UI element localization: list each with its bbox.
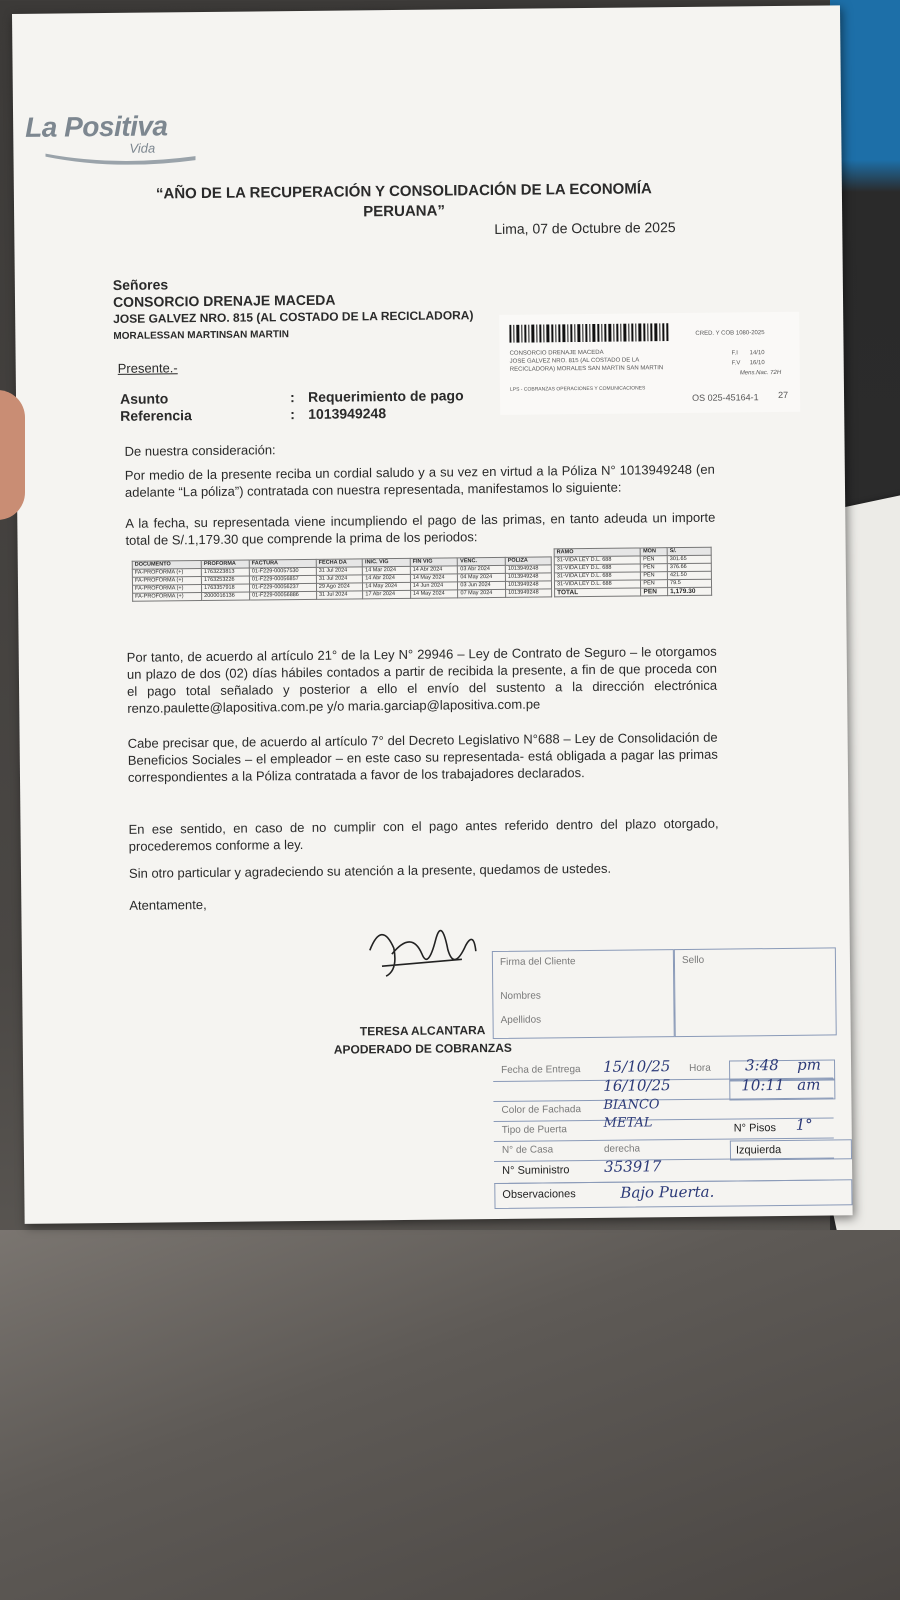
table-cell: 301.65: [667, 555, 711, 563]
table-cell: 29 Ago 2024: [316, 583, 362, 591]
handwritten-date2: 16/10/25: [603, 1076, 671, 1095]
table-cell: 31-VIDA LEY D.L. 688: [554, 556, 641, 565]
table-cell: 31 Jul 2024: [316, 591, 362, 599]
table-cell: 31-VIDA LEY D.L. 688: [554, 564, 641, 573]
year-title-line2: PERUANA”: [363, 202, 446, 221]
stamp-os: OS 025-45164-1: [692, 392, 759, 403]
th-ramo: RAMO: [554, 548, 641, 557]
table-cell: 01-F229-00056237: [249, 583, 316, 592]
signature: [361, 909, 482, 990]
table-cell: 376.66: [667, 563, 711, 571]
signer-name: TERESA ALCANTARA: [359, 1023, 486, 1039]
asunto-value: Requerimiento de pago: [307, 387, 464, 405]
table-cell: FA-PROFORMA (+): [132, 585, 201, 594]
stamp-os-number: 27: [777, 389, 789, 400]
th-fin-vig: FIN VIG: [410, 558, 458, 566]
table-cell: 2000016136: [202, 592, 250, 601]
label-firma: Firma del Cliente: [499, 956, 576, 968]
table-cell: 14 Mar 2024: [363, 566, 411, 574]
stamp-fv: 16/10: [749, 360, 765, 367]
label-suministro: N° Suministro: [502, 1164, 570, 1177]
label-apellidos: Apellidos: [500, 1014, 542, 1026]
table-cell: 14 Jun 2024: [410, 582, 458, 590]
stamp-line2: JOSE GALVEZ NRO. 815 (AL COSTADO DE LA: [509, 357, 640, 365]
table-cell: PEN: [641, 572, 668, 580]
referencia-label: Referencia: [120, 407, 192, 424]
th-poliza: POLIZA: [505, 557, 551, 565]
handwritten-suministro: 353917: [604, 1157, 662, 1176]
total-row: [555, 587, 712, 597]
table-cell: PEN: [641, 556, 668, 564]
table-cell: 01-F229-00056886: [250, 591, 317, 600]
label-observaciones: Observaciones: [502, 1188, 576, 1201]
table-cell: 07 May 2024: [458, 589, 506, 597]
table-cell: 1763253226: [201, 576, 249, 585]
paragraph-4: Cabe precisar que, de acuerdo al artículo 7° del Decreto Legislativo N°688 – Ley de Consolidación de Beneficios Sociales – el empleador – en este caso su representada- está obligada a pagar las primas correspondientes a la Póliza contratada a favor de los trabajadores declarados.: [127, 729, 718, 785]
signer-title: APODERADO DE COBRANZAS: [333, 1040, 512, 1057]
table-cell: FA-PROFORMA (+): [132, 569, 201, 578]
table-cell: 01-F229-00057530: [249, 567, 316, 576]
label-nombre: Nombres: [500, 990, 541, 1002]
company-logo: [25, 110, 168, 156]
company-name: CONSORCIO DRENAJE MACEDA: [112, 291, 336, 310]
table-cell: 14 May 2024: [410, 574, 458, 582]
handwritten-pisos: 1°: [795, 1115, 813, 1134]
table-cell: 421.50: [667, 571, 711, 579]
table-cell: FA-PROFORMA (+): [133, 593, 202, 602]
amounts-table: [554, 547, 713, 598]
label-sello: Sello: [681, 954, 705, 967]
year-title-line1: “AÑO DE LA RECUPERACIÓN Y CONSOLIDACIÓN DE LA ECONOMÍA: [155, 180, 652, 203]
stamp-line3: RECICLADORA) MORALES SAN MARTIN SAN MARTIN: [509, 365, 664, 373]
delivery-stamp: [499, 312, 800, 415]
th-fecha: FECHA DA: [316, 559, 362, 567]
stamp-code: CRED. Y COB 1080-2025: [695, 330, 765, 337]
th-venc: VENC.: [458, 557, 506, 565]
th-mon: MON: [641, 548, 668, 556]
stamp-fv-label: F.V: [731, 360, 741, 367]
stamp-fi-label: F.I: [731, 350, 738, 357]
table-cell: 17 Abr 2024: [363, 590, 411, 598]
table-cell: 03 Jun 2024: [458, 581, 506, 589]
th-documento: DOCUMENTO: [132, 561, 201, 570]
table-cell: 1013949248: [505, 573, 551, 581]
handwritten-time1: 3:48: [744, 1056, 779, 1075]
handwritten-ampm1: pm: [796, 1055, 821, 1074]
table-cell: 14 Abr 2024: [410, 566, 458, 574]
logo-brand: La Positiva: [25, 110, 168, 143]
total-label: TOTAL: [555, 588, 642, 597]
label-fecha: Fecha de Entrega: [501, 1064, 581, 1076]
label-pisos: N° Pisos: [733, 1122, 777, 1135]
table-cell: 14 May 2024: [363, 582, 411, 590]
stamp-line1: CONSORCIO DRENAJE MACEDA: [509, 349, 604, 357]
table-cell: FA-PROFORMA (+): [132, 577, 201, 586]
letter-date: Lima, 07 de Octubre de 2025: [494, 219, 676, 237]
logo-swoosh-icon: [45, 150, 195, 166]
finger: [0, 390, 25, 520]
table-cell: 31-VIDA LEY D.L. 688: [554, 572, 641, 581]
handwritten-ampm2: am: [797, 1075, 821, 1094]
handwritten-puerta: METAL: [603, 1115, 653, 1131]
handwritten-time2: 10:11: [741, 1075, 785, 1095]
table-cell: 1763223813: [201, 568, 249, 577]
letter-page: [12, 5, 853, 1224]
paragraph-5: En ese sentido, en caso de no cumplir con el pago antes referido dentro del plazo otorgado, procederemos conforme a ley.: [128, 815, 719, 854]
paragraph-1: Por medio de la presente reciba un cordial saludo y a su vez en virtud a la Póliza N° 1013949248 (en adelante “La póliza”) contratada con nuestra representada, manifestamos lo siguiente:: [124, 461, 715, 500]
delivery-form: [492, 947, 845, 1211]
table-cell: 1013949248: [505, 581, 551, 589]
handwritten-observaciones: Bajo Puerta.: [620, 1182, 715, 1202]
th-proforma: PROFORMA: [201, 560, 249, 569]
greeting: De nuestra consideración:: [124, 442, 276, 459]
logo-sub: Vida: [129, 140, 156, 156]
table-cell: 04 May 2024: [458, 573, 506, 581]
salutation: Señores: [112, 276, 169, 293]
label-casa: N° de Casa: [501, 1144, 554, 1156]
company-address: JOSE GALVEZ NRO. 815 (AL COSTADO DE LA RECICLADORA): [113, 308, 474, 326]
table-cell: 14 Abr 2024: [363, 574, 411, 582]
total-value: 1,179.30: [668, 587, 712, 595]
table-cell: 14 May 2024: [410, 590, 458, 598]
addressee-block: [113, 273, 474, 345]
label-color: Color de Fachada: [501, 1104, 582, 1116]
year-title: [144, 179, 664, 224]
asunto-colon: :: [289, 389, 295, 406]
table-cell: 1013949248: [505, 565, 551, 573]
th-amount: S/.: [667, 547, 711, 555]
stamp-line4: LPS - COBRANZAS OPERACIONES Y COMUNICACIONES: [509, 385, 646, 393]
table-cell: 03 Abr 2024: [458, 565, 506, 573]
table-cell: 31 Jul 2024: [316, 575, 362, 583]
stamp-fi: 14/10: [749, 350, 765, 357]
paragraph-3: Por tanto, de acuerdo al artículo 21° de la Ley N° 29946 – Ley de Contrato de Seguro – le otorgamos un plazo de dos (02) días hábiles contados a partir de recibida la presente, a fin de que proceda con el pago total señalado y posterior a ello el envío del sustento a la dirección electrónica renzo.paulette@lapositiva.com.pe y/o maria.garciap@lapositiva.com.pe: [126, 643, 718, 716]
table-cell: 1013949248: [506, 589, 552, 597]
th-inic-vig: INIC. VIG: [363, 558, 411, 566]
handwritten-date1: 15/10/25: [602, 1057, 671, 1076]
closing: Atentamente,: [129, 897, 207, 913]
paragraph-6: Sin otro particular y agradeciendo su atención a la presente, quedamos de ustedes.: [128, 860, 612, 881]
label-puerta: Tipo de Puerta: [501, 1124, 568, 1136]
referencia-colon: :: [290, 406, 295, 423]
handwritten-color: BIANCO: [603, 1097, 660, 1113]
label-hora: Hora: [689, 1062, 711, 1074]
th-factura: FACTURA: [249, 559, 316, 568]
referencia-value: 1013949248: [308, 405, 387, 422]
barcode-icon: [509, 323, 669, 343]
total-currency: PEN: [641, 588, 668, 596]
table-cell: 31-VIDA LEY D.L. 688: [554, 580, 641, 589]
label-derecha: derecha: [603, 1143, 641, 1155]
paragraph-2: A la fecha, su representada viene incumpliendo el pago de las primas, en tanto adeuda un importe total de S/.1,179.30 que comprende la prima de los periodos:: [125, 509, 716, 548]
signer-block: [333, 1021, 513, 1059]
asunto-label: Asunto: [119, 390, 169, 407]
label-izquierda: Izquierda: [735, 1144, 782, 1157]
table-cell: 79.5: [668, 579, 712, 587]
table-cell: 01-F229-00056857: [249, 575, 316, 584]
stamp-mens: Mens.Nac. 72H: [739, 369, 782, 377]
table-cell: PEN: [641, 564, 668, 572]
company-district: MORALESSAN MARTINSAN MARTIN: [113, 329, 289, 342]
periods-table: [132, 556, 552, 601]
subject-block: [120, 387, 464, 425]
table-cell: 1763357918: [202, 584, 250, 593]
table-cell: 31 Jul 2024: [316, 567, 362, 575]
table-cell: PEN: [641, 580, 668, 588]
background-fabric: [0, 1230, 900, 1600]
presente-label: Presente.-: [117, 360, 178, 376]
